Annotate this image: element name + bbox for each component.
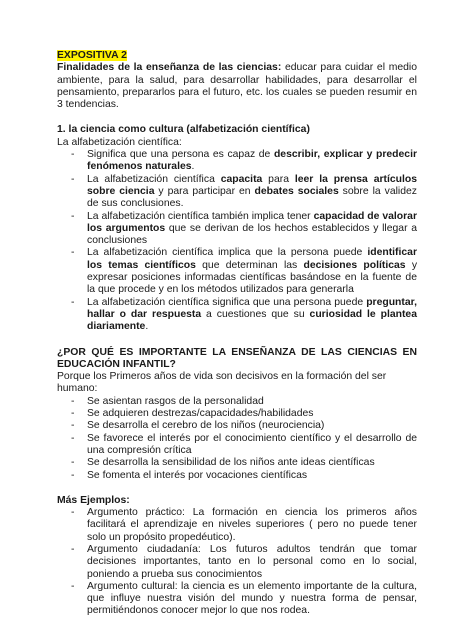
section3-list-item [57, 544, 417, 581]
intro-text: educar para cuidar el medio ambiente, para la salud, para desarrollar habilidades, para desarrollar el pensamiento, prepararlos para el futuro, etc. los cuales se pueden resumir en 3 tendencias. [57, 62, 417, 111]
item-text: Argumento cultural: la ciencia es un elemento importante de la cultura, que influye nuestra visión del mundo y nuestra forma de pensar, permitiéndonos conocer mejor lo que nos rodea. [87, 580, 417, 617]
section1-list-item [57, 247, 417, 296]
section1-list-item [57, 149, 417, 174]
item-text: y para participar en [154, 185, 255, 197]
bold-text: describir, explicar y predecir fenómenos naturales [87, 149, 417, 173]
item-text: para [262, 173, 295, 185]
bold-text: curiosidad le plantea diariamente [87, 308, 417, 333]
dash-bullet: - [71, 432, 75, 444]
item-text: Argumento ciudadanía: Los futuros adultos tendrán que tomar decisiones importantes, tanto en lo personal como en lo social, poniendo a prueba sus conocimientos [87, 543, 417, 580]
dash-bullet: - [71, 395, 75, 407]
section3-list [57, 507, 417, 618]
bold-text: leer la prensa artículos sobre ciencia [87, 173, 418, 197]
bold-text: capacidad de valorar los argumentos [87, 210, 417, 234]
section2-lead: Porque los Primeros años de vida son decisivos en la formación del ser humano: [57, 371, 387, 395]
bold-text: identificar los temas científicos [87, 247, 417, 271]
bold-text: debates sociales [254, 185, 339, 197]
section2-list-item [57, 457, 417, 469]
item-text: que se derivan de los hechos establecidos y llegar a conclusiones [87, 222, 417, 247]
section3-heading: Más Ejemplos: [57, 494, 130, 506]
item-text: Se adquieren destrezas/capacidades/habilidades [87, 408, 314, 420]
item-text: Significa que una persona es capaz de [87, 149, 274, 161]
item-text: Argumento práctico: La formación en ciencia los primeros años facilitará el aprendizaje en niveles superiores ( pero no puede tener solo un propósito propedéutico). [87, 507, 417, 543]
item-text: La alfabetización científica también implica tener [87, 210, 314, 222]
doc-title-text: EXPOSITIVA 2 [57, 50, 127, 61]
doc-title [57, 50, 417, 62]
dash-bullet: - [71, 173, 75, 185]
item-text: Se asientan rasgos de la personalidad [87, 395, 264, 407]
section2-list [57, 396, 417, 482]
dash-bullet: - [71, 247, 75, 259]
section2-list-item [57, 396, 417, 408]
dash-bullet: - [71, 580, 75, 592]
section1-list-item [57, 297, 417, 334]
section3-list-item [57, 507, 417, 544]
item-text: Se favorece el interés por el conocimiento científico y el desarrollo de una compresión crítica [87, 432, 417, 456]
section3-list-item [57, 581, 417, 618]
dash-bullet: - [71, 296, 75, 308]
intro-paragraph [57, 62, 417, 111]
intro-label: Finalidades de la enseñanza de las ciencias: [57, 62, 282, 74]
section2-heading: ¿POR QUÉ ES IMPORTANTE LA ENSEÑANZA DE LAS CIENCIAS EN EDUCACIÓN INFANTIL? [57, 346, 417, 370]
dash-bullet: - [71, 457, 75, 469]
section1-list [57, 149, 417, 333]
item-text: . [191, 161, 195, 173]
section2-list-item [57, 420, 417, 432]
section1-heading: 1. la ciencia como cultura (alfabetización científica) [57, 124, 310, 136]
item-text: Se fomenta el interés por vocaciones científicas [87, 469, 308, 481]
bold-text: capacita [220, 173, 263, 185]
section1-lead: La alfabetización científica: [57, 136, 182, 148]
dash-bullet: - [71, 507, 75, 519]
dash-bullet: - [71, 543, 75, 555]
item-text: . [145, 321, 149, 333]
bold-text: decisiones políticas [303, 259, 406, 271]
item-text: Se desarrolla el cerebro de los niños (neurociencia) [87, 420, 325, 432]
dash-bullet: - [71, 420, 75, 432]
dash-bullet: - [71, 408, 75, 420]
item-text: que determinan las [195, 259, 304, 271]
dash-bullet: - [71, 210, 75, 222]
item-text: sobre la validez de sus conclusiones. [87, 185, 417, 210]
document-content [57, 50, 417, 618]
section2-list-item [57, 433, 417, 458]
bold-text: preguntar, hallar o dar respuesta [87, 296, 417, 320]
item-text: La alfabetización científica [87, 173, 221, 185]
item-text: a cuestiones que su [201, 308, 310, 320]
dash-bullet: - [71, 469, 75, 481]
item-text: La alfabetización científica significa que una persona puede [87, 296, 367, 308]
dash-bullet: - [71, 149, 75, 161]
item-text: Se desarrolla la sensibilidad de los niños ante ideas científicas [87, 457, 375, 469]
section1-list-item [57, 174, 417, 211]
item-text: y expresar posiciones informadas científicas basándose en la fuente de la que procede y en los métodos utilizados para generarla [87, 259, 418, 296]
section2-list-item [57, 470, 417, 482]
section2-list-item [57, 408, 417, 420]
item-text: La alfabetización científica implica que la persona puede [87, 247, 368, 259]
section1-list-item [57, 211, 417, 248]
